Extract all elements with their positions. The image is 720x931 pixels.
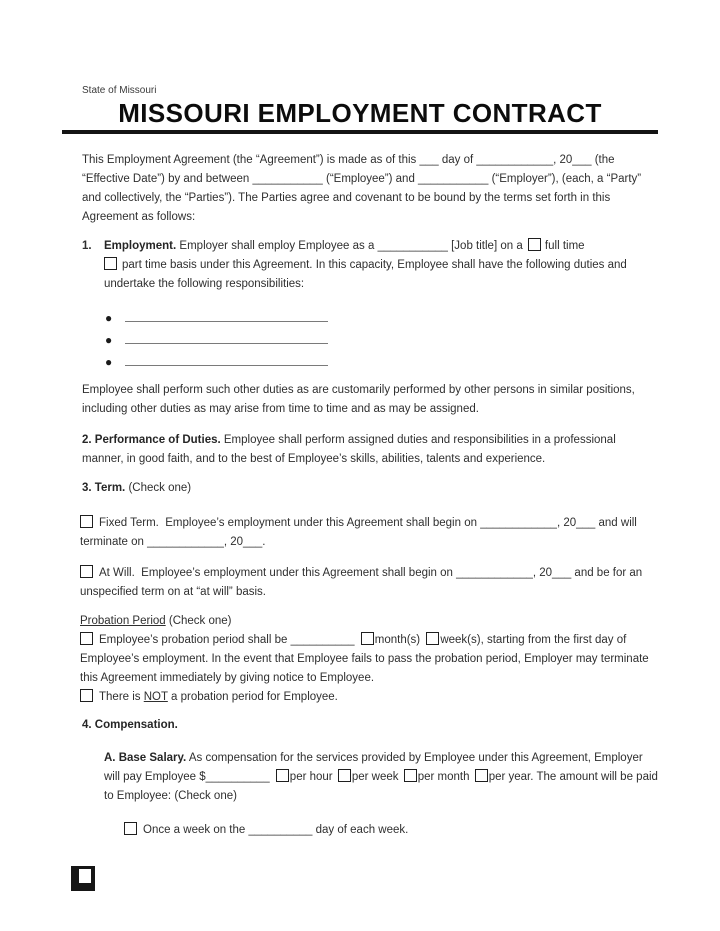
weeks-checkbox[interactable] — [426, 632, 439, 645]
section-3-heading: 3. Term. — [82, 482, 126, 494]
probation-period-block — [80, 612, 658, 707]
logo-icon — [70, 865, 96, 892]
duties-list — [105, 308, 658, 374]
probation-none-checkbox[interactable] — [80, 689, 93, 702]
base-salary-text-continued: The amount will be paid to Employee: (Check one) — [104, 771, 658, 802]
full-time-label: full time — [544, 240, 585, 252]
once-a-week-checkbox[interactable] — [124, 822, 137, 835]
per-week-checkbox[interactable] — [338, 769, 351, 782]
check-one-note: (Check one) — [128, 482, 192, 494]
per-week-label: per week — [351, 771, 399, 783]
at-will-label: At Will. — [99, 567, 135, 579]
fixed-term-label: Fixed Term. — [99, 517, 159, 529]
fixed-term-option — [80, 514, 658, 552]
per-month-label: per month — [417, 771, 470, 783]
at-will-checkbox[interactable] — [80, 565, 93, 578]
legal-templates-logo — [70, 865, 658, 899]
title-rule — [62, 130, 658, 134]
probation-option2-text: There is — [99, 691, 141, 703]
fixed-term-text: Employee’s employment under this Agreement shall begin on ____________, 20___ and will terminate on ____________, 20___. — [80, 517, 637, 548]
per-hour-label: per hour — [289, 771, 333, 783]
duty-blank-line[interactable] — [125, 308, 328, 322]
weeks-label: week(s), — [440, 634, 484, 646]
once-a-week-text: Once a week on the __________ day of each week. — [143, 824, 409, 836]
section-4-heading: 4. Compensation. — [82, 719, 178, 731]
at-will-option — [80, 564, 658, 602]
bullet-icon: ● — [105, 355, 113, 369]
once-a-week-option — [124, 821, 658, 840]
per-year-checkbox[interactable] — [475, 769, 488, 782]
months-label: month(s) — [374, 634, 421, 646]
intro-paragraph: This Employment Agreement (the “Agreement”) is made as of this ___ day of ____________, 20___ (the “Effective Date”) by and between ___________ (“Employee”) and ___________ (“Employer”), (each, a “Party” and collectively, the “Parties”). The Parties agree and covenant to be bound by the terms set forth in this Agreement as follows: — [82, 154, 642, 223]
probation-yes-checkbox[interactable] — [80, 632, 93, 645]
section-1-text-continued: basis under this Agreement. In this capacity, Employee shall have the following duties and undertake the following responsibilities: — [104, 259, 627, 290]
section-3-term — [82, 479, 658, 498]
bullet-icon: ● — [105, 311, 113, 325]
per-month-checkbox[interactable] — [404, 769, 417, 782]
at-will-text: Employee’s employment under this Agreement shall begin on ____________, 20___ and be for an unspecified term on at “at will” basis. — [80, 567, 643, 598]
base-salary-label: A. Base Salary. — [104, 752, 187, 764]
full-time-checkbox[interactable] — [528, 238, 541, 251]
section-1-employment — [82, 237, 658, 294]
list-item — [105, 308, 658, 330]
probation-option2-text-continued: a probation period for Employee. — [171, 691, 338, 703]
months-checkbox[interactable] — [361, 632, 374, 645]
section-2-heading: 2. Performance of Duties. — [82, 434, 221, 446]
section-number: 1. — [82, 240, 92, 252]
probation-heading: Probation Period — [80, 615, 166, 627]
base-salary-block — [104, 749, 660, 806]
fixed-term-checkbox[interactable] — [80, 515, 93, 528]
section-1-body — [104, 237, 658, 294]
list-item — [105, 330, 658, 352]
section-2-text: Employee shall perform assigned duties and responsibilities in a professional manner, in good faith, and to the best of Employee’s skills, abilities, talents and experience. — [82, 434, 616, 465]
per-year-label: per year. — [488, 771, 534, 783]
probation-option1-text: Employee’s probation period shall be __________ — [99, 634, 355, 646]
part-time-checkbox[interactable] — [104, 257, 117, 270]
state-label: State of Missouri — [82, 85, 157, 96]
duty-blank-line[interactable] — [125, 352, 328, 366]
section-4-compensation — [82, 716, 658, 735]
part-time-label: part time — [122, 259, 167, 271]
not-emphasis: NOT — [143, 691, 168, 703]
per-hour-checkbox[interactable] — [276, 769, 289, 782]
section-2-performance — [82, 431, 658, 469]
duty-blank-line[interactable] — [125, 330, 328, 344]
other-duties-paragraph: Employee shall perform such other duties as are customarily performed by other persons in similar positions, including other duties as may arise from time to time and as may be assigned. — [82, 384, 635, 415]
section-1-heading: Employment. — [104, 240, 177, 252]
base-salary-text: As compensation for the services provided by Employee under this Agreement, Employer will pay Employee $__________ — [104, 752, 643, 783]
probation-option1-text-continued: starting from the first day of Employee’s employment. In the event that Employee fails to pass the probation period, Employer may terminate this Agreement immediately by giving notice to Employee. — [80, 634, 649, 684]
section-1-text: Employer shall employ Employee as a ___________ [Job title] on a — [179, 240, 523, 252]
page-title: MISSOURI EMPLOYMENT CONTRACT — [118, 98, 602, 128]
probation-check-one: (Check one) — [168, 615, 232, 627]
bullet-icon: ● — [105, 333, 113, 347]
list-item — [105, 352, 658, 374]
